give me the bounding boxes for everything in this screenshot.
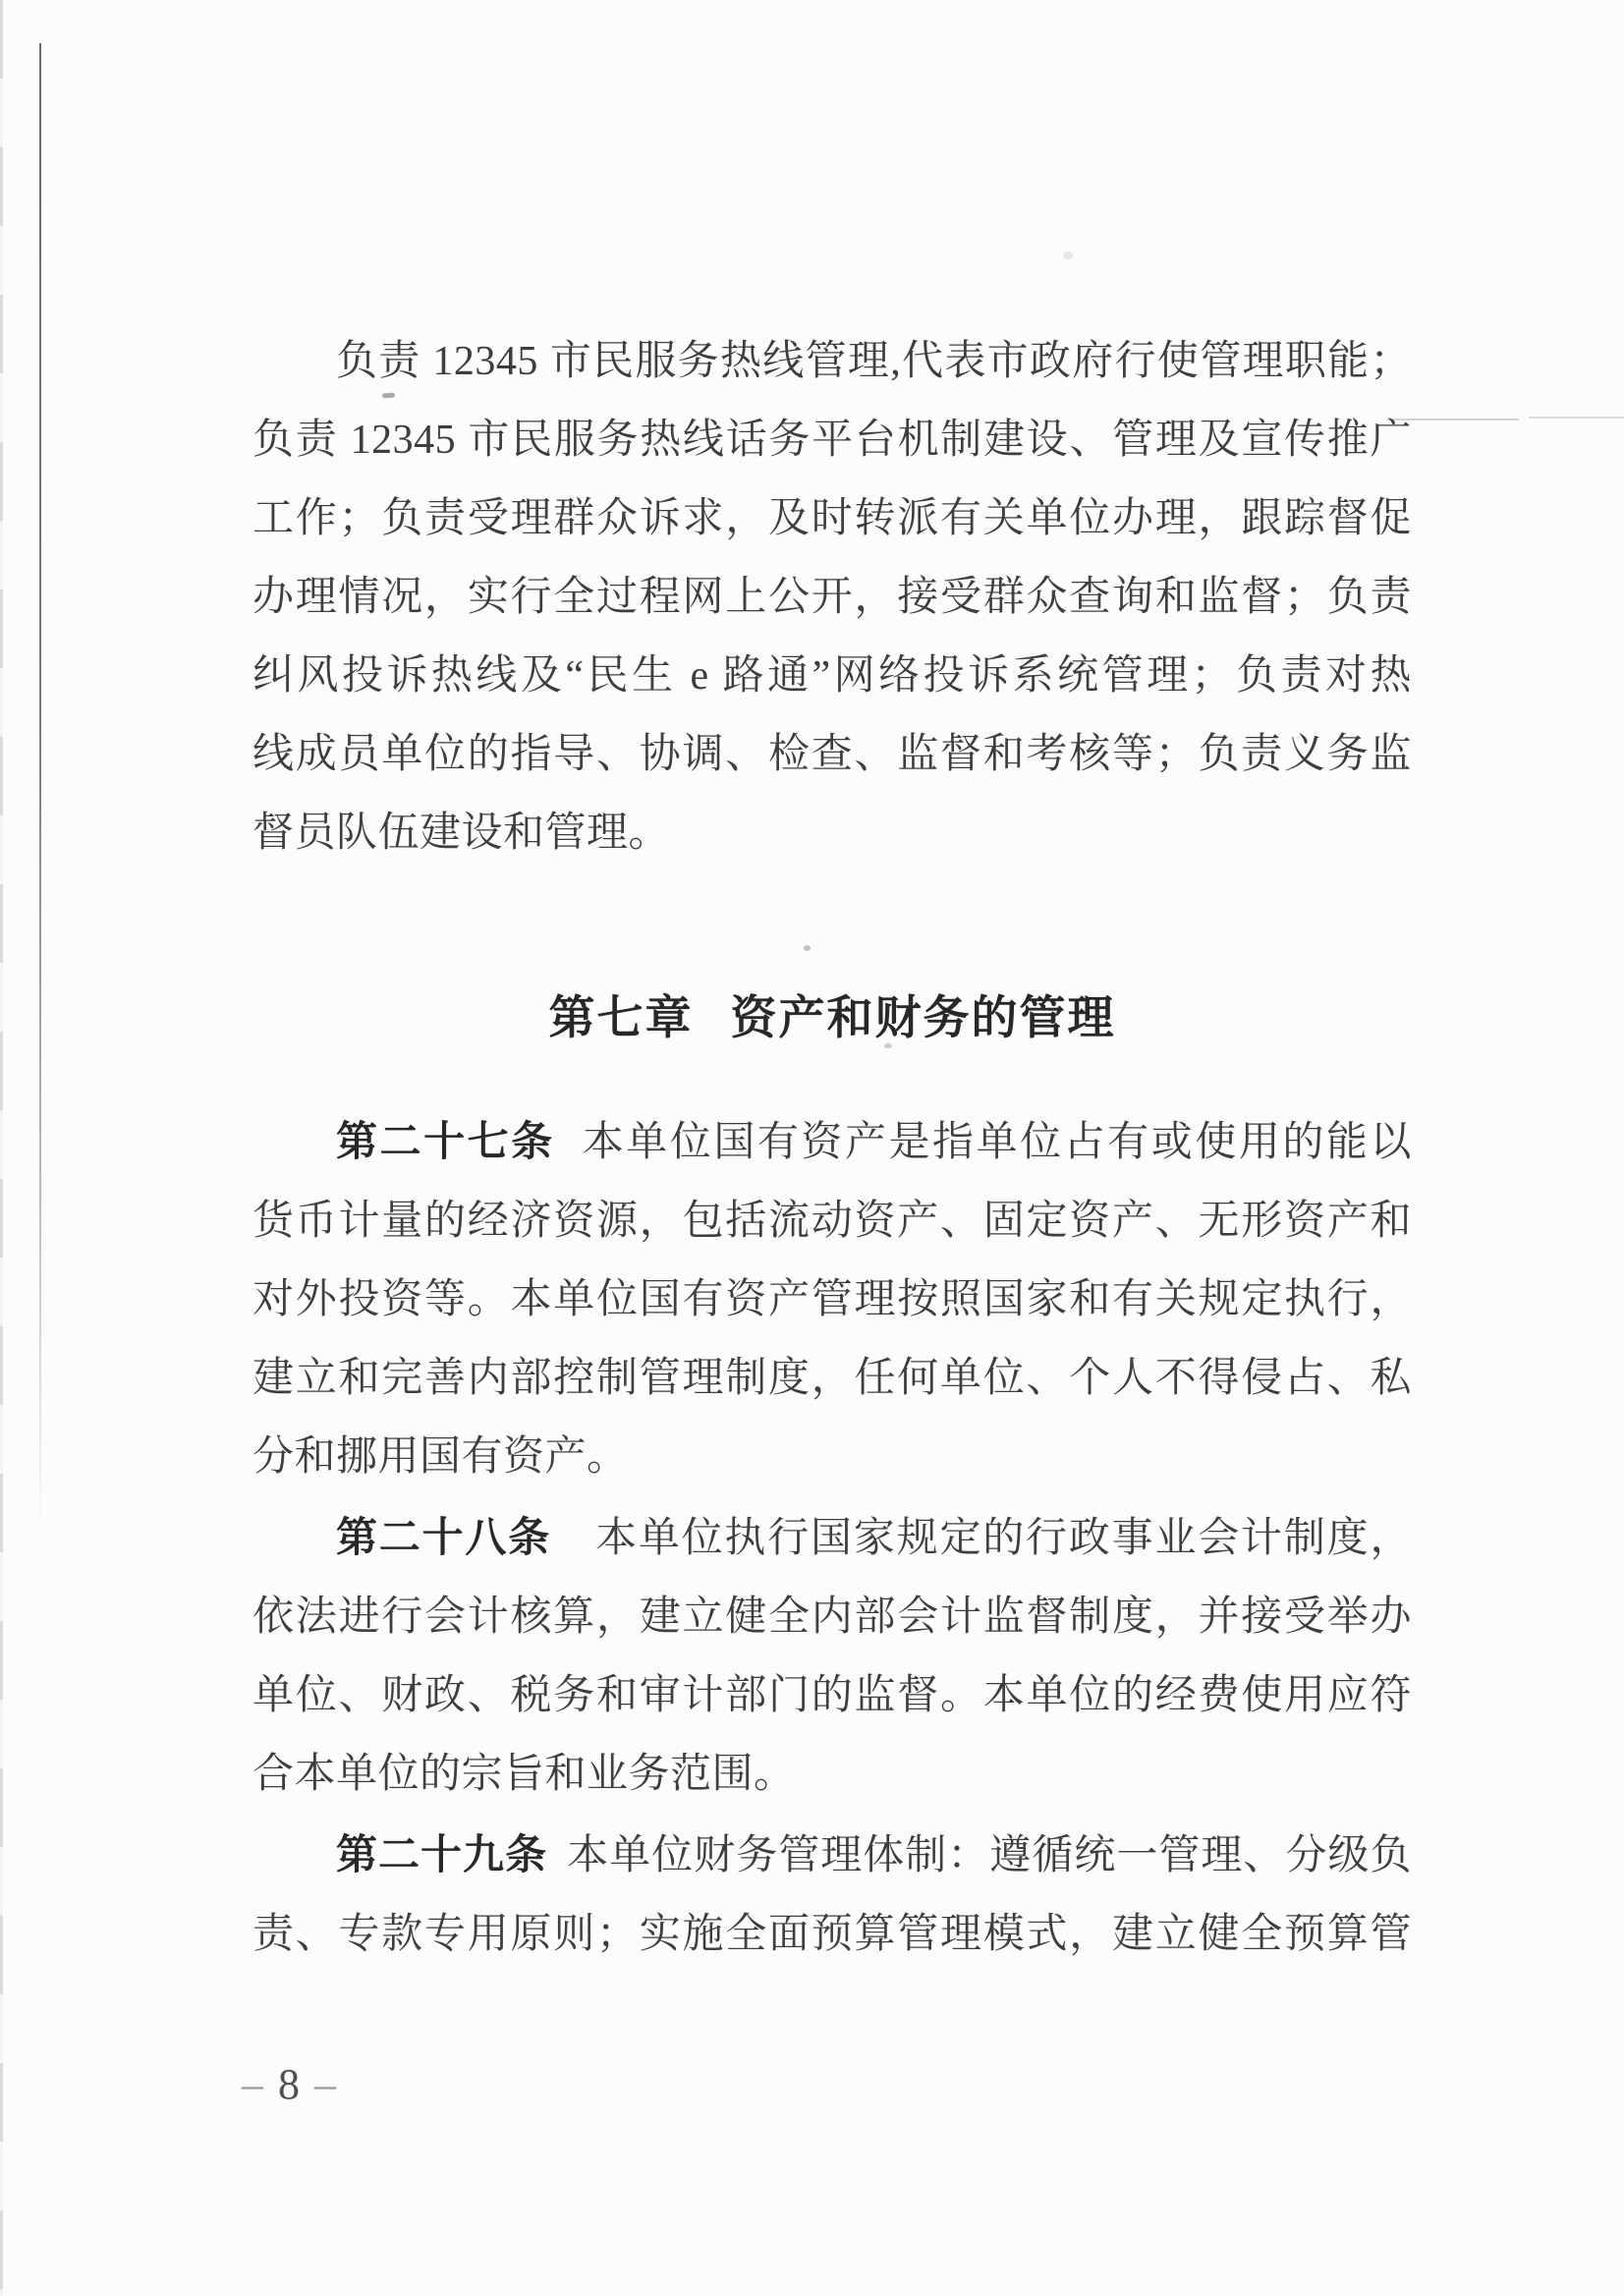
body-text <box>252 0 1412 2296</box>
article-27-label: 第二十七条 <box>336 1118 555 1164</box>
scan-streak <box>1529 417 1624 419</box>
text-run: 本单位财务管理体制：遵循统一管理、分级负 <box>567 1833 1412 1878</box>
article-29-label: 第二十九条 <box>336 1831 548 1877</box>
paragraph-article-27 <box>252 1102 1412 1496</box>
text-line: 货币计量的经济资源，包括流动资产、固定资产、无形资产和 <box>252 1199 1412 1244</box>
text-line <box>252 1498 1412 1578</box>
paragraph-article-29 <box>252 1816 1412 1974</box>
text-line: 对外投资等。本单位国有资产管理按照国家和有关规定执行， <box>252 1277 1412 1322</box>
text-line: 纠风投诉热线及“民生 e 路通”网络投诉系统管理；负责对热 <box>252 653 1412 699</box>
text-line: 单位、财政、税务和审计部门的监督。本单位的经费使用应符 <box>252 1673 1412 1718</box>
text-line <box>252 1816 1412 1895</box>
article-28-label: 第二十八条 <box>336 1514 552 1560</box>
page-footer <box>242 2061 336 2108</box>
text-line <box>252 1102 1412 1182</box>
text-line: 建立和完善内部控制管理制度，任何单位、个人不得侵占、私 <box>252 1356 1412 1401</box>
chapter-number: 第七章 <box>548 991 694 1044</box>
paragraph-article-28 <box>252 1498 1412 1814</box>
text-line: 线成员单位的指导、协调、检查、监督和考核等；负责义务监 <box>252 732 1412 777</box>
text-line: 分和挪用国有资产。 <box>252 1434 629 1480</box>
text-line: 责、专款专用原则；实施全面预算管理模式，建立健全预算管 <box>252 1912 1412 1957</box>
paragraph-hotline-duties <box>252 322 1412 872</box>
text-run: 本单位国有资产是指单位占有或使用的能以 <box>582 1120 1412 1165</box>
footer-dash-left: – <box>242 2060 263 2108</box>
text-line: 负责 12345 市民服务热线话务平台机制建设、管理及宣传推广 <box>252 418 1412 463</box>
footer-dash-right: – <box>314 2060 336 2108</box>
chapter-heading <box>252 989 1412 1046</box>
scan-edge-noise <box>0 0 3 2296</box>
text-run: 本单位执行国家规定的行政事业会计制度， <box>595 1516 1412 1561</box>
text-line: 办理情况，实行全过程网上公开，接受群众查询和监督；负责 <box>252 575 1412 620</box>
page-number: 8 <box>278 2060 300 2108</box>
text-line: 合本单位的宗旨和业务范围。 <box>252 1752 796 1797</box>
text-line: 负责 12345 市民服务热线管理,代表市政府行使管理职能； <box>336 339 1412 384</box>
scan-artifact-line <box>39 43 41 1533</box>
chapter-title: 资产和财务的管理 <box>730 991 1116 1044</box>
text-line: 督员队伍建设和管理。 <box>252 811 671 856</box>
text-line: 工作；负责受理群众诉求，及时转派有关单位办理，跟踪督促 <box>252 496 1412 541</box>
text-line: 依法进行会计核算，建立健全内部会计监督制度，并接受举办 <box>252 1595 1412 1640</box>
